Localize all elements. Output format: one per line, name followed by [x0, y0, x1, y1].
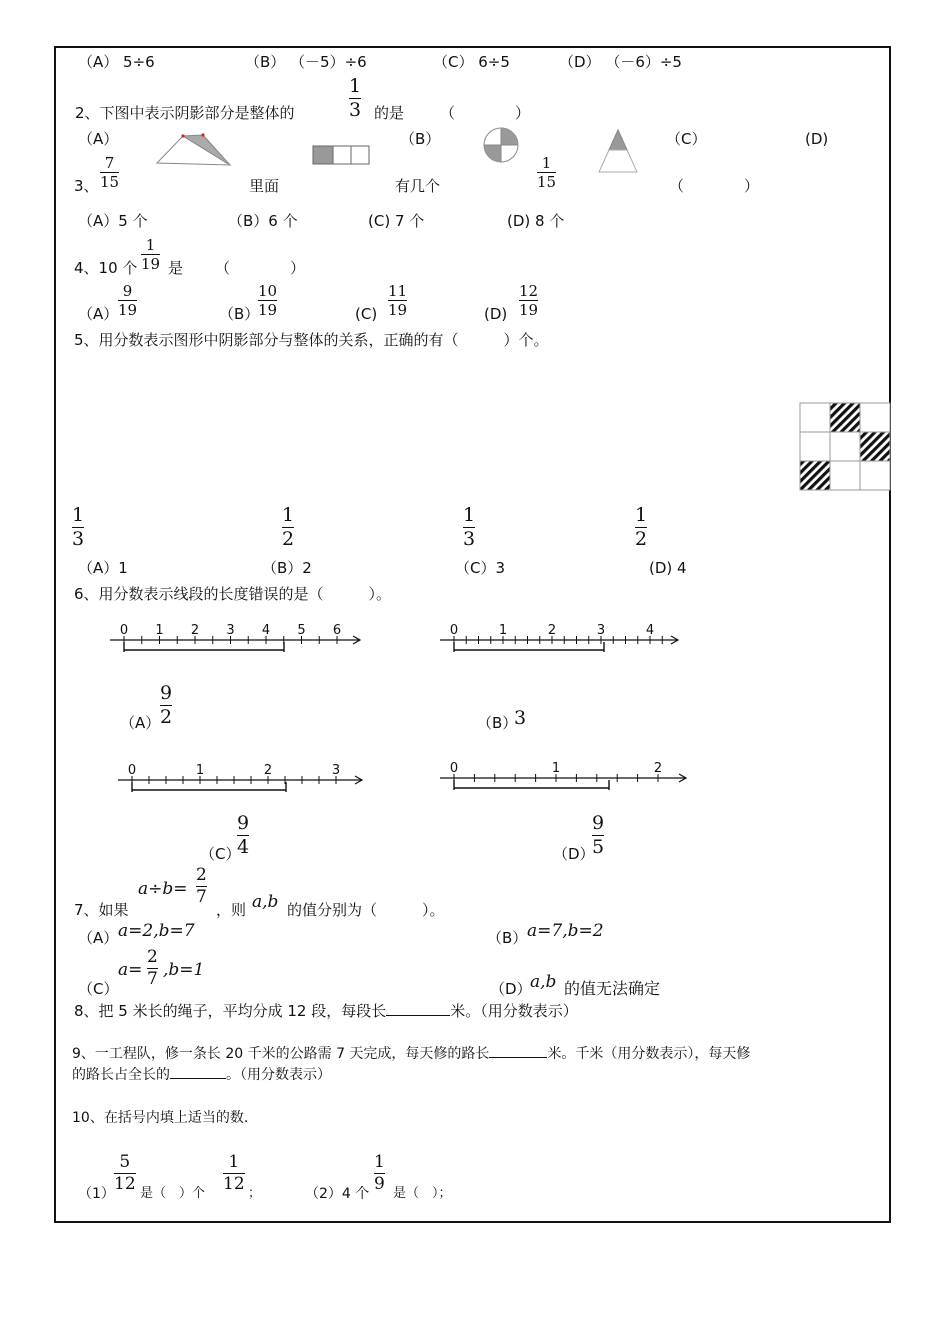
q5-option-c: （C）3 [455, 559, 506, 577]
q3-option-b: （B）6 个 [228, 212, 298, 230]
q6-line-a-label: 1 [155, 623, 164, 638]
q1-option-c: （C） 6÷5 [433, 53, 510, 71]
q6-number-line-c [118, 760, 366, 802]
q6-d-den: 5 [592, 836, 605, 858]
q2-paren: （ ） [440, 104, 531, 122]
q4-option-b: （B） [219, 305, 260, 323]
q5-frac-d [635, 505, 647, 550]
q6-line-c-label: 1 [195, 763, 205, 778]
q8-prefix: 8、把 5 米长的绳子，平均分成 12 段，每段长 [74, 1002, 387, 1020]
q5-figure-grid [800, 403, 892, 492]
q7-prefix: 7、如果 [74, 901, 129, 919]
q10-p1-den: 12 [114, 1174, 136, 1194]
q6-line-c-label: 2 [263, 763, 273, 778]
q7-d-text: 的值无法确定 [564, 979, 661, 998]
q9-line2-prefix: 的路长占全长的 [72, 1067, 170, 1083]
q2-frac-num: 1 [349, 75, 362, 97]
q5-fd-den: 2 [635, 528, 648, 550]
q6-a-num: 9 [160, 682, 173, 704]
q5-frac-b [282, 505, 294, 550]
q10-p1-num2: 1 [228, 1152, 240, 1172]
q10-p1-label: （1） [78, 1186, 115, 1202]
q7-option-c: （C） [78, 980, 119, 998]
q5-text: 5、用分数表示图形中阴影部分与整体的关系，正确的有（ ）个。 [74, 331, 549, 349]
q4-d-frac [519, 283, 538, 318]
q7-d-vars: a,b [530, 972, 557, 992]
q7-mid: ，则 [216, 901, 247, 919]
q3-prefix: 3、 [74, 177, 99, 195]
q3-option-d: (D) 8 个 [507, 212, 565, 230]
q8-blank[interactable] [386, 1015, 450, 1016]
q1-option-b: （B） （－5）÷6 [245, 53, 367, 71]
q1-option-a: （A） 5÷6 [78, 53, 155, 71]
q7-option-a: （A） [78, 929, 119, 947]
q2-fraction [349, 76, 361, 121]
q10-p1-mid: 是（ ）个 [140, 1186, 206, 1201]
q9-line2-suffix: 。（用分数表示） [226, 1067, 331, 1083]
q9-blank1[interactable] [489, 1057, 547, 1058]
q7-c-num: 2 [147, 947, 158, 967]
q7-suffix: 的值分别为（ ）。 [287, 901, 445, 919]
q4-option-a: （A） [78, 305, 119, 323]
q4-paren: （ ） [215, 259, 306, 277]
q6-c-den: 4 [237, 836, 250, 858]
q4-d-den: 19 [519, 301, 539, 319]
q5-frac-a [72, 505, 84, 550]
q2-figure-triangle2 [597, 128, 639, 174]
q5-fc-num: 1 [463, 504, 476, 526]
q10-p2-den: 9 [374, 1174, 385, 1194]
q5-fa-num: 1 [72, 504, 85, 526]
q2-figure-triangle [155, 133, 233, 167]
q5-fd-num: 1 [635, 504, 648, 526]
q4-c-num: 11 [388, 282, 408, 300]
q5-option-a: （A）1 [78, 559, 128, 577]
q7-eq-frac [196, 866, 207, 907]
q3-option-a: （A）5 个 [78, 212, 148, 230]
q6-d-frac [592, 813, 604, 858]
q10-p2-end: 是（ ）； [393, 1186, 452, 1201]
q7-option-d: （D） [490, 980, 532, 998]
q6-number-line-a [110, 620, 365, 662]
q3-f1-den: 15 [100, 173, 120, 191]
q9-line2 [72, 1066, 331, 1084]
q7-option-b: （B） [487, 929, 528, 947]
q4-b-num: 10 [258, 282, 278, 300]
q6-line-d-label: 0 [449, 761, 459, 776]
q6-line-a-label: 2 [190, 623, 200, 638]
q6-line-d-label: 1 [551, 761, 561, 776]
q10-p2-label: （2）4 个 [305, 1186, 370, 1202]
q3-option-c: (C) 7 个 [368, 212, 425, 230]
q2-option-d: (D) [805, 130, 829, 148]
q6-option-a: （A） [120, 714, 161, 732]
q3-f2-num: 1 [541, 154, 552, 172]
q2-figure-circle [482, 126, 520, 164]
q6-text: 6、用分数表示线段的长度错误的是（ ）。 [74, 585, 392, 603]
q10-p2-frac [374, 1153, 385, 1194]
q7-c-lhs: a= [118, 960, 143, 980]
q6-line-b-label: 4 [645, 623, 655, 638]
q6-a-den: 2 [160, 706, 173, 728]
q4-frac [141, 237, 160, 272]
q8-line [74, 1002, 578, 1020]
q6-line-c-label: 0 [127, 763, 137, 778]
q7-c-den: 7 [147, 969, 158, 989]
q5-option-d: (D) 4 [649, 559, 687, 577]
q6-number-line-b [440, 620, 682, 662]
q6-line-b-label: 2 [547, 623, 557, 638]
q3-frac2 [537, 155, 556, 190]
q10-text: 10、在括号内填上适当的数. [72, 1110, 249, 1126]
q2-frac-den: 3 [349, 99, 362, 121]
q4-b-frac [258, 283, 277, 318]
q2-suffix: 的是 [374, 104, 405, 122]
q4-d-num: 12 [519, 282, 539, 300]
q9-blank2[interactable] [170, 1078, 226, 1079]
q5-fa-den: 3 [72, 528, 85, 550]
q4-a-den: 19 [118, 301, 138, 319]
q7-eq-den: 7 [196, 887, 207, 907]
q3-mid2: 有几个 [395, 177, 441, 195]
q4-option-c: (C) [355, 305, 378, 323]
q9-line1-prefix: 9、一工程队，修一条长 20 千米的公路需 7 天完成，每天修的路长 [72, 1046, 490, 1062]
q6-c-num: 9 [237, 812, 250, 834]
q6-line-d-label: 2 [653, 761, 663, 776]
q7-vars: a,b [252, 892, 279, 912]
q4-a-num: 9 [122, 282, 133, 300]
q4-f-num: 1 [145, 236, 156, 254]
q8-suffix: 米。（用分数表示） [450, 1002, 578, 1020]
q10-p1-frac [114, 1153, 136, 1194]
q10-p1-num: 5 [119, 1152, 131, 1172]
q6-a-frac [160, 683, 172, 728]
q4-f-den: 19 [141, 255, 161, 273]
q7-b-expr: a=7,b=2 [527, 921, 604, 941]
q4-c-den: 19 [388, 301, 408, 319]
q4-suffix: 是 [168, 259, 184, 277]
q5-frac-c [463, 505, 475, 550]
q5-fb-num: 1 [282, 504, 295, 526]
q7-c-frac [147, 948, 158, 989]
q7-a-expr: a=2,b=7 [118, 921, 195, 941]
q6-line-a-label: 4 [261, 623, 271, 638]
q2-prefix: 2、下图中表示阴影部分是整体的 [75, 104, 295, 122]
q2-option-b: （B） [400, 130, 441, 148]
q3-f2-den: 15 [537, 173, 557, 191]
q6-c-frac [237, 813, 249, 858]
q4-option-d: (D) [484, 305, 508, 323]
q7-c-rest: ,b=1 [163, 960, 205, 980]
q6-option-b: （B） [477, 714, 518, 732]
q1-option-d: （D） （－6）÷5 [559, 53, 682, 71]
q3-paren: （ ） [669, 177, 760, 195]
q6-line-c-label: 3 [331, 763, 341, 778]
q7-eq-lhs: a÷b= [138, 879, 188, 899]
q6-b-value: 3 [514, 707, 527, 729]
q5-fc-den: 3 [463, 528, 476, 550]
q7-eq-num: 2 [196, 865, 207, 885]
q4-prefix: 4、10 个 [74, 259, 138, 277]
q6-number-line-d [440, 758, 690, 800]
q6-d-num: 9 [592, 812, 605, 834]
q10-p2-num: 1 [374, 1152, 385, 1172]
q2-figure-rect [312, 145, 372, 165]
q9-line1-suffix: 米。千米（用分数表示），每天修 [547, 1046, 751, 1062]
q6-line-a-label: 6 [332, 623, 342, 638]
q3-frac1 [100, 155, 119, 190]
q6-line-a-label: 3 [226, 623, 235, 638]
q3-f1-num: 7 [104, 154, 115, 172]
q9-line1 [72, 1045, 750, 1063]
q2-option-a: （A） [78, 130, 119, 148]
q6-line-b-label: 0 [449, 623, 459, 638]
q6-line-b-label: 1 [498, 623, 508, 638]
q2-option-c: （C） [666, 130, 707, 148]
q4-c-frac [388, 283, 407, 318]
q10-p1-frac2 [223, 1153, 245, 1194]
q10-p1-end: ； [248, 1186, 262, 1201]
q5-fb-den: 2 [282, 528, 295, 550]
q10-p1-den2: 12 [223, 1174, 245, 1194]
q4-a-frac [118, 283, 137, 318]
q5-option-b: （B）2 [262, 559, 312, 577]
q6-option-c: （C） [200, 845, 241, 863]
q4-b-den: 19 [258, 301, 278, 319]
q6-line-b-label: 3 [596, 623, 606, 638]
q6-option-d: （D） [553, 845, 595, 863]
q6-line-a-label: 5 [297, 623, 306, 638]
q3-mid1: 里面 [249, 177, 280, 195]
q6-line-a-label: 0 [119, 623, 129, 638]
